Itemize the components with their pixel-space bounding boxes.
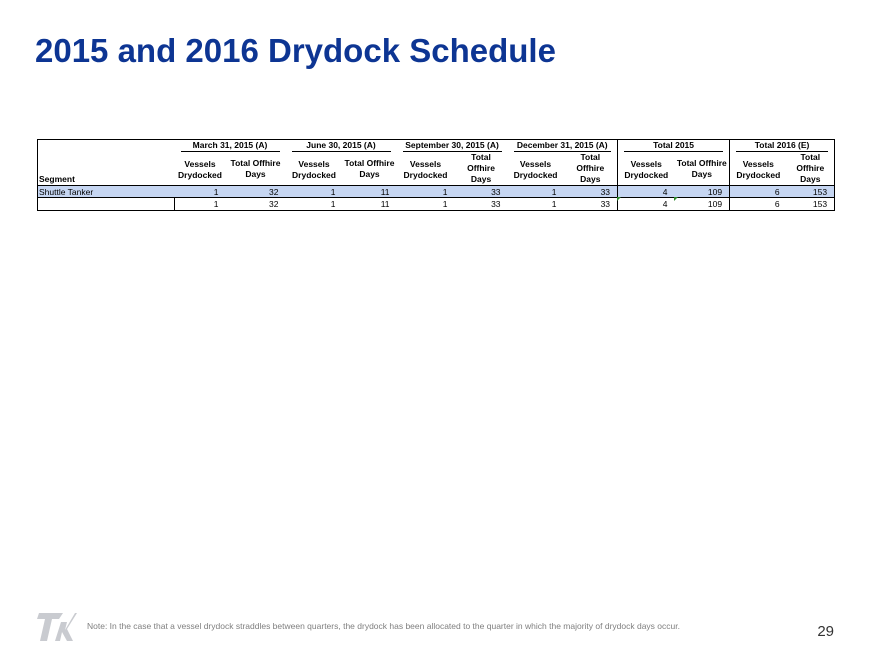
segment-group-header-cell [38,140,175,153]
total-value-cell: 1 [508,198,564,211]
col-header-vessels-q4: Vessels Drydocked [513,159,558,180]
total-value-cell: 1 [175,198,226,211]
value-cell: 1 [175,186,226,198]
total-value-cell: 32 [226,198,286,211]
col-header-vessels-total-2016: Vessels Drydocked [736,159,781,180]
value-cell: 33 [564,186,618,198]
group-header-q2: June 30, 2015 (A) [286,140,397,153]
page-title: 2015 and 2016 Drydock Schedule [35,32,556,69]
col-header-offhire-q2: Total Offhire Days [344,157,395,179]
col-header-offhire-total-2016: Total Offhire Days [787,152,835,186]
cell-error-indicator-icon [674,197,678,201]
total-value-cell: 6 [730,198,787,211]
total-value-cell: 33 [564,198,618,211]
table-row [38,186,835,198]
col-header-offhire-q4: Total Offhire Days [564,152,618,186]
col-header-vessels-total-2015: Vessels Drydocked [624,159,669,180]
tk-logo-icon [37,610,77,644]
page-number: 29 [817,623,834,640]
value-cell: 109 [675,186,730,198]
value-cell: 153 [787,186,835,198]
value-cell: 6 [730,186,787,198]
totals-row [38,198,835,211]
col-header-offhire-total-2015: Total Offhire Days [675,152,730,186]
total-value-cell: 11 [343,198,397,211]
total-value-cell: 1 [397,198,455,211]
group-header-q3: September 30, 2015 (A) [397,140,508,153]
group-header-total-2016: Total 2016 (E) [730,140,835,153]
total-value-cell: 33 [455,198,508,211]
col-header-vessels-q2: Vessels Drydocked [292,159,336,180]
total-value-cell: 4 [618,198,675,211]
value-cell: 1 [286,186,343,198]
segment-header: Segment [38,152,175,186]
col-header-vessels-q1: Vessels Drydocked [178,159,222,180]
group-header-q4: December 31, 2015 (A) [508,140,618,153]
total-value-cell: 153 [787,198,835,211]
col-header-offhire-q1: Total Offhire Days [230,157,281,179]
value-cell: 1 [508,186,564,198]
totals-segment-cell [38,198,175,211]
group-header-q1: March 31, 2015 (A) [175,140,286,153]
value-cell: 32 [226,186,286,198]
value-cell: 33 [455,186,508,198]
group-header-total-2015: Total 2015 [618,140,730,153]
segment-cell: Shuttle Tanker [38,186,175,198]
value-cell: 11 [343,186,397,198]
total-value-cell: 1 [286,198,343,211]
drydock-schedule-table [37,139,835,211]
col-header-offhire-q3: Total Offhire Days [467,152,495,184]
value-cell: 1 [397,186,455,198]
col-header-vessels-q3: Vessels Drydocked [403,159,448,180]
cell-error-indicator-icon [617,197,621,201]
footnote: Note: In the case that a vessel drydock straddles between quarters, the drydock has been allocated to the quarter in which the majority of drydock days occur. [87,621,680,631]
value-cell: 4 [618,186,675,198]
total-value-cell: 109 [675,198,730,211]
